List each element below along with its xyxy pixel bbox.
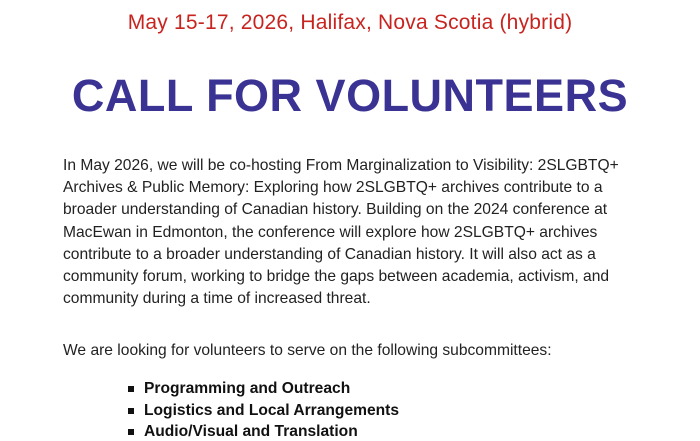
- subcommittee-label: Logistics and Local Arrangements: [144, 401, 400, 419]
- event-dates-location: May 15-17, 2026, Halifax, Nova Scotia (hybrid): [127, 11, 573, 34]
- square-bullet-icon: [128, 386, 134, 392]
- square-bullet-icon: [128, 408, 134, 414]
- subcommittee-label: Audio/Visual and Translation: [144, 423, 358, 440]
- square-bullet-icon: [128, 429, 134, 435]
- list-item: [128, 400, 399, 422]
- subcommittee-list: [128, 378, 399, 441]
- subcommittee-label: Programming and Outreach: [144, 380, 351, 397]
- page-title: CALL FOR VOLUNTEERS: [71, 70, 629, 121]
- subcommittees-lead-text: We are looking for volunteers to serve on the following subcommittees:: [63, 342, 552, 359]
- list-item: [128, 378, 399, 400]
- intro-paragraph: In May 2026, we will be co-hosting From Marginalization to Visibility: 2SLGBTQ+ Archives & Public Memory: Exploring how 2SLGBTQ+ archives contribute to a broader understanding of Canadian history. Building on the 2024 conference at MacEwan in Edmonton, the conference will explore how 2SLGBTQ+ archives contribute to a broader understanding of Canadian history. It will also act as a community forum, working to bridge the gaps between academia, activism, and community during a time of increased threat.: [63, 157, 619, 308]
- list-item: [128, 421, 399, 441]
